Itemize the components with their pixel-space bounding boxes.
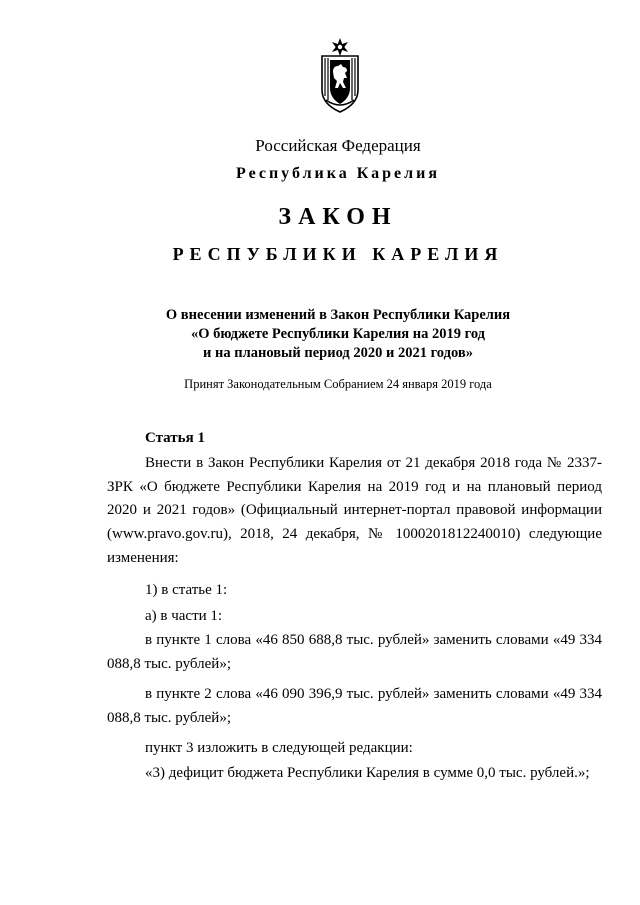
federation-name: Российская Федерация — [255, 136, 421, 155]
article-paragraph-item: «3) дефицит бюджета Республики Карелия в сумме 0,0 тыс. рублей.»; — [145, 765, 590, 781]
law-subheading: РЕСПУБЛИКИ КАРЕЛИЯ — [172, 244, 504, 264]
law-title-line-2: «О бюджете Республики Карелия на 2019 год — [190, 326, 486, 342]
law-title-line-1: О внесении изменений в Закон Республики Карелия — [165, 307, 511, 323]
article-paragraph-intro: Внести в Закон Республики Карелия от 21 декабря 2018 года № 2337-ЗРК «О бюджете Республики Карелия на 2019 год и на плановый период 2020 и 2021 годов» (Официальный интернет-портал правовой информации (www.pravo.gov.ru), 2018, 24 декабря, № 1000201812240010) следующие изменения: — [107, 455, 602, 566]
article-paragraph-item: в пункте 2 слова «46 090 396,9 тыс. рублей» заменить словами «49 334 088,8 тыс. рублей»; — [107, 686, 602, 726]
karelia-coat-of-arms-emblem — [316, 38, 364, 114]
article-paragraph-item: в пункте 1 слова «46 850 688,8 тыс. рублей» заменить словами «49 334 088,8 тыс. рублей»; — [107, 632, 602, 672]
republic-name: Республика Карелия — [236, 165, 440, 182]
article-paragraph-item: а) в части 1: — [145, 608, 223, 624]
article-paragraph-item: 1) в статье 1: — [145, 582, 228, 598]
article-heading: Статья 1 — [145, 430, 205, 446]
law-title-line-3: и на плановый период 2020 и 2021 годов» — [203, 345, 473, 361]
law-heading: ЗАКОН — [278, 204, 398, 230]
article-paragraph-item: пункт 3 изложить в следующей редакции: — [145, 740, 413, 756]
adoption-note: Принят Законодательным Собранием 24 января 2019 года — [184, 377, 492, 391]
law-title — [18, 306, 640, 363]
